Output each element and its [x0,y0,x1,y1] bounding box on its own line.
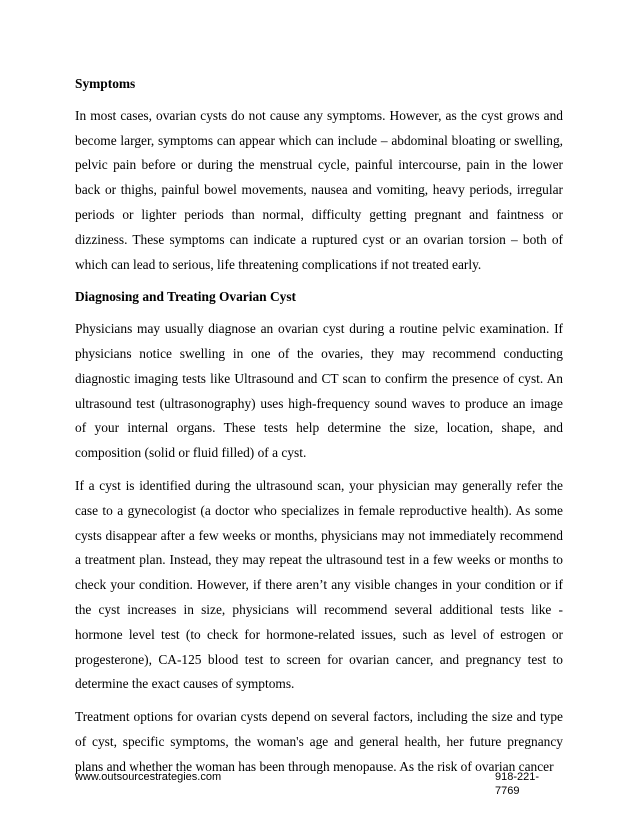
section-heading-diagnosing: Diagnosing and Treating Ovarian Cyst [75,289,296,305]
paragraph-diagnosing-1: Physicians may usually diagnose an ovarian cyst during a routine pelvic examination. If physicians notice swelling in one of the ovaries, they may recommend conducting diagnostic imaging tests like Ultrasound and CT scan to confirm the presence of cyst. An ultrasound test (ultrasonography) uses high-frequency sound waves to produce an image of your internal organs. These tests help determine the size, location, shape, and composition (solid or fluid filled) of a cyst. [75,321,563,461]
footer-website: www.outsourcestrategies.com [75,771,222,783]
document-body [75,72,563,788]
paragraph-diagnosing-2: If a cyst is identified during the ultrasound scan, your physician may generally refer the case to a gynecologist (a doctor who specializes in female reproductive health). As some cysts disappear after a few weeks or months, physicians may not immediately recommend a treatment plan. Instead, they may repeat the ultrasound test in a few weeks or months to check your condition. However, if there aren’t any visible changes in your condition or if the cyst increases in size, physicians will recommend several additional tests like - hormone level test (to check for hormone-related issues, such as level of estrogen or progesterone), CA-125 blood test to screen for ovarian cancer, and pregnancy test to determine the exact causes of symptoms. [75,477,563,692]
paragraph-symptoms: In most cases, ovarian cysts do not cause any symptoms. However, as the cyst grows and become larger, symptoms can appear which can include – abdominal bloating or swelling, pelvic pain before or during the menstrual cycle, painful intercourse, pain in the lower back or thighs, painful bowel movements, nausea and vomiting, heavy periods, irregular periods or lighter periods than normal, difficulty getting pregnant and faintness or dizziness. These symptoms can indicate a ruptured cyst or an ovarian torsion – both of which can lead to serious, life threatening complications if not treated early. [75,107,563,272]
paragraph-treatment: Treatment options for ovarian cysts depend on several factors, including the size and type of cyst, specific symptoms, the woman's age and general health, her future pregnancy plans and whether the woman has been through menopause. As the risk of ovarian cancer [75,709,563,774]
section-heading-symptoms: Symptoms [75,76,136,91]
footer-phone: 918-221-7769 [495,771,540,797]
